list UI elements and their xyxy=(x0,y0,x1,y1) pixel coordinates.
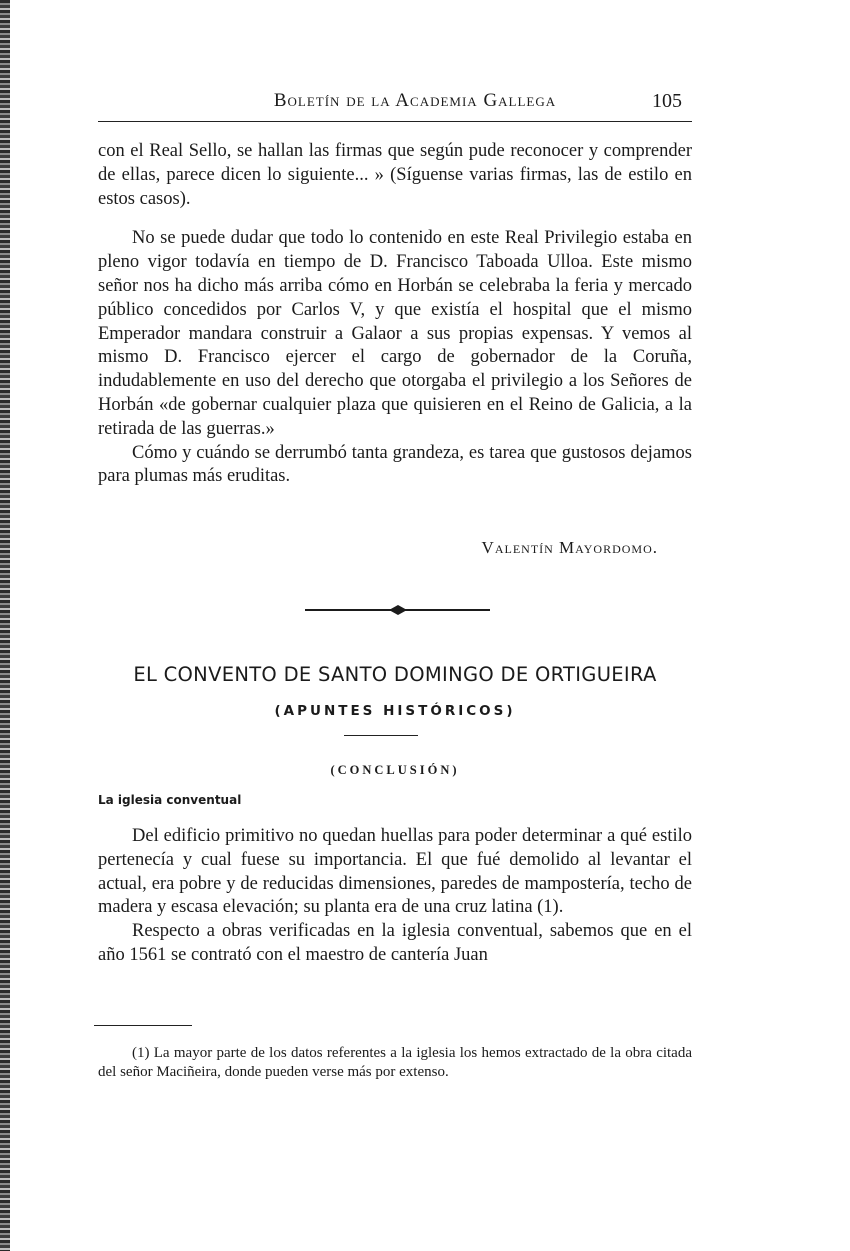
body-text-article xyxy=(98,825,692,968)
journal-title: Boletín de la Academia Gallega xyxy=(273,90,557,111)
body-text-top xyxy=(98,140,692,489)
paragraph-primitive-building: Del edificio primitivo no quedan huellas para poder determinar a qué estilo pertenecía y cual fuese su importancia. El que fué demolido al levantar el actual, era pobre y de reducidas dimensiones, paredes de mampostería, techo de madera y escasa elevación; su planta era de una cruz latina (1). xyxy=(98,826,692,918)
footnote-text: (1) La mayor parte de los datos referentes a la iglesia los hemos extractado de la obra citada del señor Maciñeira, donde pueden verse más por extenso. xyxy=(98,1045,692,1080)
footnote xyxy=(98,1044,692,1082)
title-rule xyxy=(344,735,418,736)
paragraph-closing: Cómo y cuándo se derrumbó tanta grandeza, es tarea que gustosos dejamos para plumas más eruditas. xyxy=(98,442,692,487)
page-edge-scan-artifact xyxy=(0,0,10,1251)
running-header xyxy=(98,86,692,116)
paragraph-privilege: No se puede dudar que todo lo contenido en este Real Privilegio estaba en pleno vigor todavía en tiempo de D. Francisco Taboada Ulloa. Este mismo señor nos ha dicho más arriba cómo en Horbán se celebraba la feria y mercado público concedidos por Carlos V, y que existía el hospital que el mismo Emperador mandara construir a Galaor a sus propias expensas. Y vemos al mismo D. Francisco ejercer el cargo de gobernador de la Coruña, indudablemente en uso del derecho que otorgaba el privilegio a los Señores de Horbán «de gobernar cualquier plaza que quisieren en el Reino de Galicia, a la retirada de las guerras.» xyxy=(98,228,692,439)
article-title: EL CONVENTO DE SANTO DOMINGO DE ORTIGUEIRA xyxy=(133,663,657,686)
header-rule xyxy=(98,121,692,122)
author-signature: Valentín Mayordomo. xyxy=(481,538,658,557)
article-subtitle: (APUNTES HISTÓRICOS) xyxy=(274,703,516,719)
paragraph-continued: con el Real Sello, se hallan las firmas que según pude reconocer y comprender de ellas, parece dicen lo siguiente... » (Síguense varias firmas, las de estilo en estos casos). xyxy=(98,141,692,209)
section-divider-ornament xyxy=(305,600,490,620)
section-heading: La iglesia conventual xyxy=(98,793,242,807)
footnote-rule xyxy=(94,1025,192,1026)
conclusion-label: (CONCLUSIÓN) xyxy=(330,763,460,777)
page-number: 105 xyxy=(652,90,682,112)
paragraph-works: Respecto a obras verificadas en la iglesia conventual, sabemos que en el año 1561 se contrató con el maestro de cantería Juan xyxy=(98,921,692,965)
